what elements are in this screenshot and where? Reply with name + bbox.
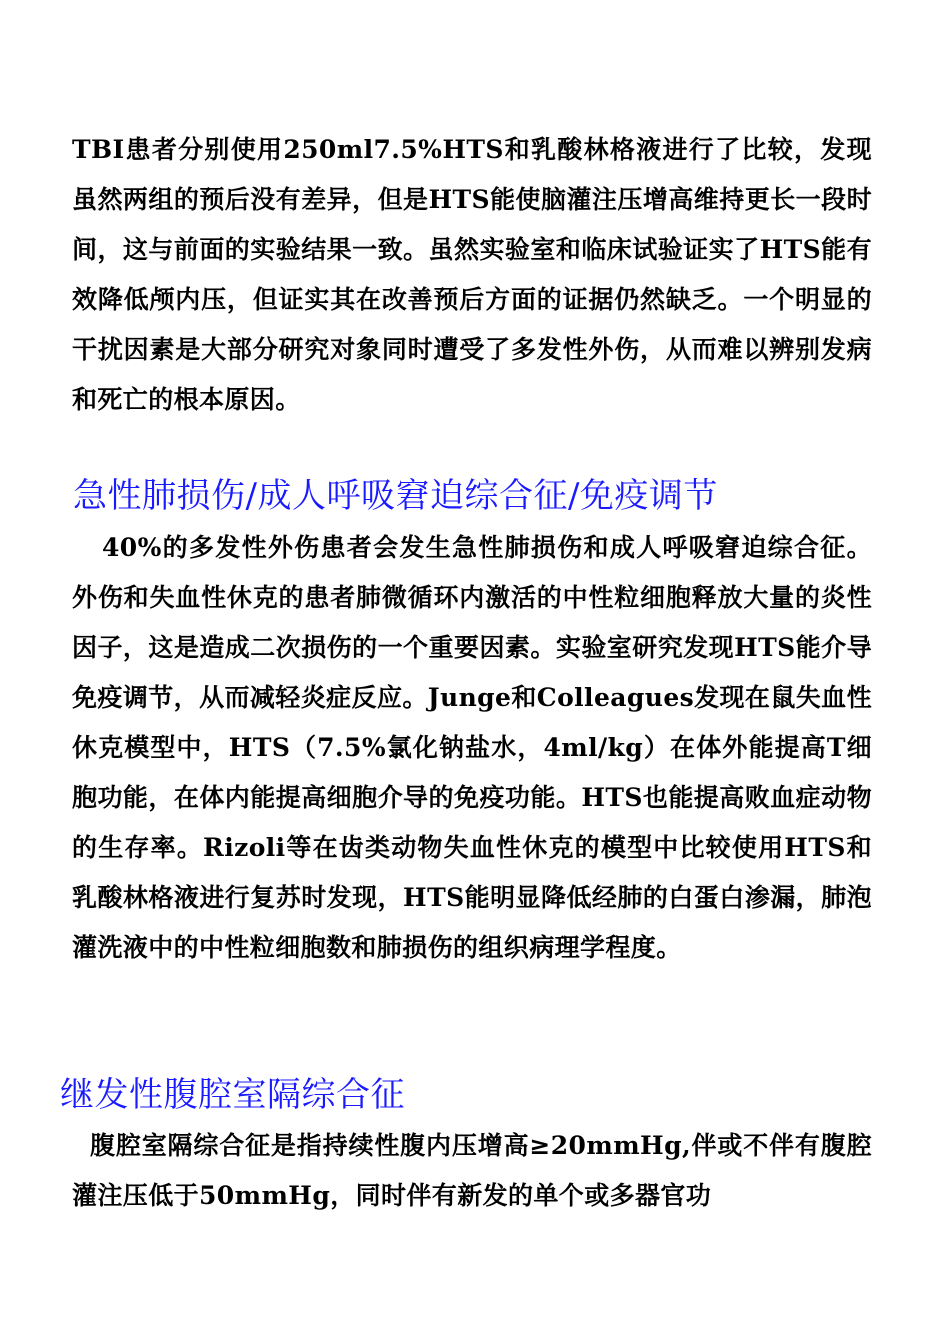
body-paragraph-hts-tbi: TBI患者分别使用250ml7.5%HTS和乳酸林格液进行了比较，发现虽然两组的预后没有差异，但是HTS能使脑灌注压增高维持更长一段时间，这与前面的实验结果一致。虽然实验室和临床试验证实了HTS能有效降低颅内压，但证实其在改善预后方面的证据仍然缺乏。一个明显的干扰因素是大部分研究对象同时遭受了多发性外伤，从而难以辨别发病和死亡的根本原因。 xyxy=(72,135,872,414)
section-heading-abdominal-compartment: 继发性腹腔室隔综合征 xyxy=(60,1075,405,1115)
body-paragraph-immune-modulation: 40%的多发性外伤患者会发生急性肺损伤和成人呼吸窘迫综合征。外伤和失血性休克的患者肺微循环内激活的中性粒细胞释放大量的炎性因子，这是造成二次损伤的一个重要因素。实验室研究发现HTS能介导免疫调节，从而减轻炎症反应。Junge和Colleagues发现在鼠失血性休克模型中，HTS（7.5%氯化钠盐水，4ml/kg）在体外能提高T细胞功能，在体内能提高细胞介导的免疫功能。HTS也能提高败血症动物的生存率。Rizoli等在齿类动物失血性休克的模型中比较使用HTS和乳酸林格液进行复苏时发现，HTS能明显降低经肺的白蛋白渗漏，肺泡灌洗液中的中性粒细胞数和肺损伤的组织病理学程度。 xyxy=(72,533,872,962)
body-paragraph-abdominal-compartment: 腹腔室隔综合征是指持续性腹内压增高≥20mmHg,伴或不伴有腹腔灌注压低于50mmHg，同时伴有新发的单个或多器官功 xyxy=(72,1131,872,1210)
section-heading-lung-injury: 急性肺损伤/成人呼吸窘迫综合征/免疫调节 xyxy=(73,476,718,516)
